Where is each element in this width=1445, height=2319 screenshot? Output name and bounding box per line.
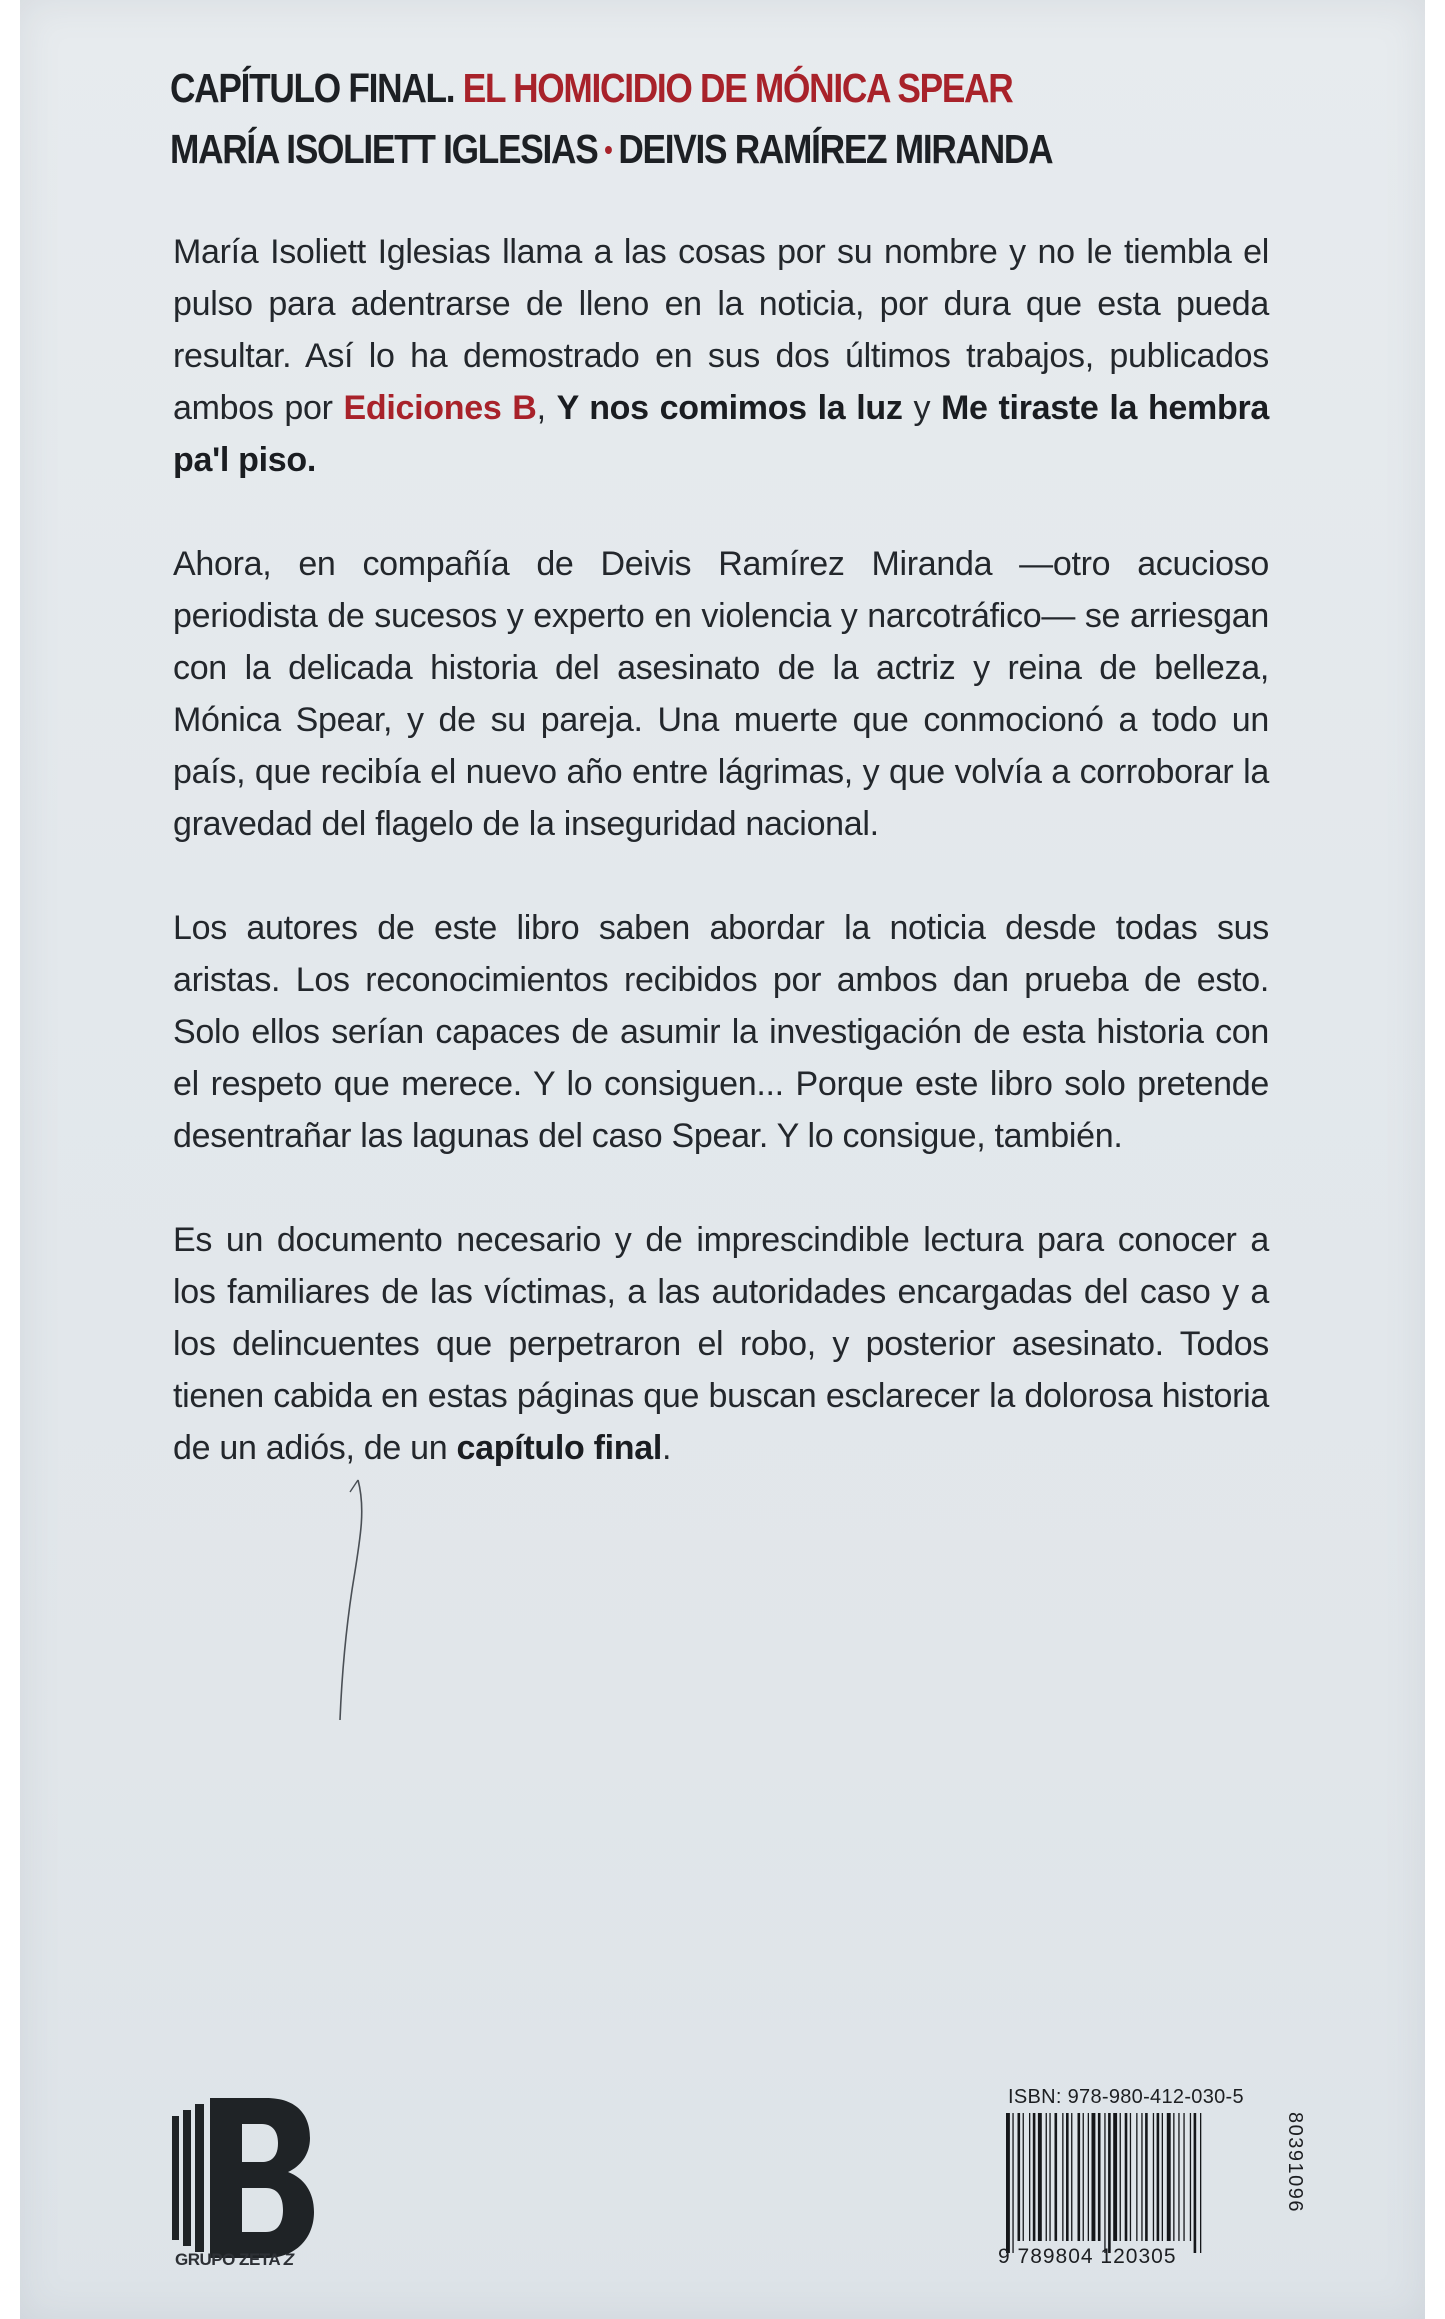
book-title-line bbox=[170, 58, 1052, 119]
zeta-mark-icon: Z bbox=[283, 2250, 294, 2269]
book-title-2: Me tiraste la hembra pa'l piso. bbox=[173, 389, 1269, 479]
isbn-label: ISBN: 978-980-412-030-5 bbox=[1008, 2086, 1244, 2108]
author-separator: • bbox=[604, 134, 612, 165]
paragraph-1-comma: , bbox=[536, 389, 557, 427]
authors-line bbox=[170, 119, 1052, 180]
cover-header bbox=[170, 58, 1052, 180]
barcode-digits: 9 789804 120305 bbox=[998, 2245, 1177, 2268]
book-title-main: CAPÍTULO FINAL. bbox=[170, 65, 455, 111]
paragraph-1-conjunction: y bbox=[902, 389, 942, 427]
publisher-caption bbox=[175, 2250, 294, 2270]
blurb-paragraph-2: Ahora, en compañía de Deivis Ramírez Miranda —otro acucioso periodista de sucesos y experto en violencia y narcotráfico— se arriesgan con la delicada historia del asesinato de la actriz y reina de belleza, Mónica Spear, y de su pareja. Una muerte que conmocionó a todo un país, que recibía el nuevo año entre lágrimas, y que volvía a corroborar la gravedad del flagelo de la inseguridad nacional. bbox=[173, 545, 1269, 843]
author-name-1: MARÍA ISOLIETT IGLESIAS bbox=[170, 126, 598, 172]
closing-phrase: capítulo final bbox=[456, 1429, 663, 1467]
paragraph-4-period: . bbox=[662, 1429, 672, 1467]
blurb-text bbox=[173, 226, 1269, 1526]
book-title-1: Y nos comimos la luz bbox=[556, 389, 903, 427]
blurb-paragraph-3: Los autores de este libro saben abordar la noticia desde todas sus aristas. Los reconocimientos recibidos por ambos dan prueba de esto. Solo ellos serían capaces de asumir la investigación de esta historia con el respeto que merece. Y lo consiguen... Porque este libro solo pretende desentrañar las lagunas del caso Spear. Y lo consigue, también. bbox=[173, 909, 1269, 1155]
blurb-paragraph-1 bbox=[173, 226, 1269, 486]
author-name-2: DEIVIS RAMÍREZ MIRANDA bbox=[618, 126, 1053, 172]
side-code: 80391096 bbox=[1284, 2112, 1306, 2213]
book-subtitle: EL HOMICIDIO DE MÓNICA SPEAR bbox=[462, 65, 1013, 111]
publisher-caption-text: GRUPO ZETA bbox=[175, 2250, 280, 2269]
blurb-paragraph-4 bbox=[173, 1214, 1269, 1474]
pen-scribble-mark bbox=[300, 1470, 390, 1730]
paragraph-4-text: Es un documento necesario y de imprescindible lectura para conocer a los familiares de las víctimas, a las autoridades encargadas del caso y a los delincuentes que perpetraron el robo, y posterior asesinato. Todos tienen cabida en estas páginas que buscan esclarecer la dolorosa historia de un adiós, de un bbox=[173, 1221, 1269, 1467]
paragraph-1-text: María Isoliett Iglesias llama a las cosas por su nombre y no le tiembla el pulso para adentrarse de lleno en la noticia, por dura que esta pueda resultar. Así lo ha demostrado en sus dos últimos trabajos, publicados ambos por bbox=[173, 233, 1269, 427]
publisher-name: Ediciones B bbox=[343, 389, 537, 427]
